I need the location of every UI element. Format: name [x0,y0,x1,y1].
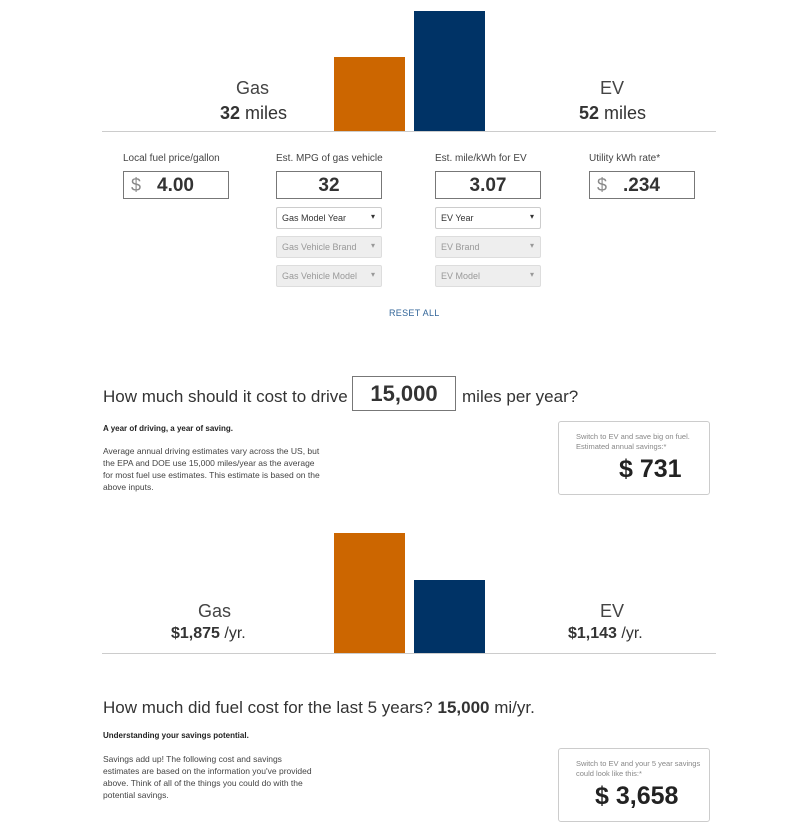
annual-miles-value: 15,000 [370,381,438,406]
chevron-down-icon: ▾ [529,212,534,221]
kwh-rate-label: Utility kWh rate* [589,153,661,164]
kwh-rate-value: .234 [623,175,660,196]
cost-baseline [102,653,716,654]
chevron-down-icon: ▾ [529,241,534,250]
ev-cost-bar [414,580,485,653]
gas-vehicle-brand-select[interactable]: Gas Vehicle Brand ▾ [276,236,382,258]
gas-range-value: 32 miles [220,103,288,123]
mi-kwh-input[interactable] [435,171,541,199]
mi-kwh-label: Est. mile/kWh for EV [435,153,527,164]
gas-range-bar [334,57,405,131]
fuel-price-currency: $ [131,175,142,195]
ev-cost-value: $1,143 /yr. [568,625,643,642]
five-year-description: Savings add up! The following cost and savings estimates are based on the information you've provided above. Think of all of the things you could do with the potential savings. [103,754,312,800]
gas-model-year-select[interactable]: Gas Model Year ▾ [276,207,382,229]
ev-range-value: 52 miles [579,103,647,123]
five-year-savings-card [558,748,710,822]
five-year-subhead: Understanding your savings potential. [103,731,249,740]
mpg-value: 32 [318,175,340,196]
gas-cost-label: Gas [198,601,232,621]
five-year-savings-text: Switch to EV and your 5 year savings could look like this:* [576,759,701,778]
mpg-label: Est. MPG of gas vehicle [276,153,383,164]
five-year-savings-value: $ 3,658 [595,782,679,810]
gas-vehicle-model-select[interactable]: Gas Vehicle Model ▾ [276,265,382,287]
mi-kwh-value: 3.07 [469,175,507,196]
fuel-price-label: Local fuel price/gallon [123,153,220,164]
ev-brand-select[interactable]: EV Brand ▾ [435,236,541,258]
fuel-price-input[interactable] [123,171,229,199]
annual-savings-card [558,421,710,495]
gas-cost-bar [334,533,405,653]
annual-savings-value: $ 731 [619,455,682,483]
five-year-miles: 15,000 [437,698,490,717]
mpg-input[interactable] [276,171,382,199]
ev-cost-label: EV [600,601,625,621]
annual-miles-input[interactable] [352,376,456,411]
ev-range-label: EV [600,78,625,98]
chevron-down-icon: ▾ [529,270,534,279]
five-year-question: How much did fuel cost for the last 5 years? 15,000 mi/yr. [103,698,535,717]
chevron-down-icon: ▾ [370,212,375,221]
annual-question-start: How much should it cost to drive [103,387,348,406]
range-baseline [102,131,716,132]
annual-question-end: miles per year? [462,387,579,406]
reset-all-link[interactable]: RESET ALL [389,308,440,318]
fuel-price-value: 4.00 [157,175,194,196]
annual-savings-text: Switch to EV and save big on fuel. Estimated annual savings:* [576,432,690,451]
gas-cost-value: $1,875 /yr. [171,625,246,642]
kwh-rate-input[interactable] [589,171,695,199]
gas-range-label: Gas [236,78,270,98]
annual-subhead: A year of driving, a year of saving. [103,424,233,433]
chevron-down-icon: ▾ [370,270,375,279]
kwh-rate-currency: $ [597,175,608,195]
chevron-down-icon: ▾ [370,241,375,250]
annual-description: Average annual driving estimates vary across the US, but the EPA and DOE use 15,000 miles/year as the average for most fuel use estimates. This estimate is based on the above inputs. [103,446,320,492]
ev-model-select[interactable]: EV Model ▾ [435,265,541,287]
ev-year-select[interactable]: EV Year ▾ [435,207,541,229]
ev-range-bar [414,11,485,131]
